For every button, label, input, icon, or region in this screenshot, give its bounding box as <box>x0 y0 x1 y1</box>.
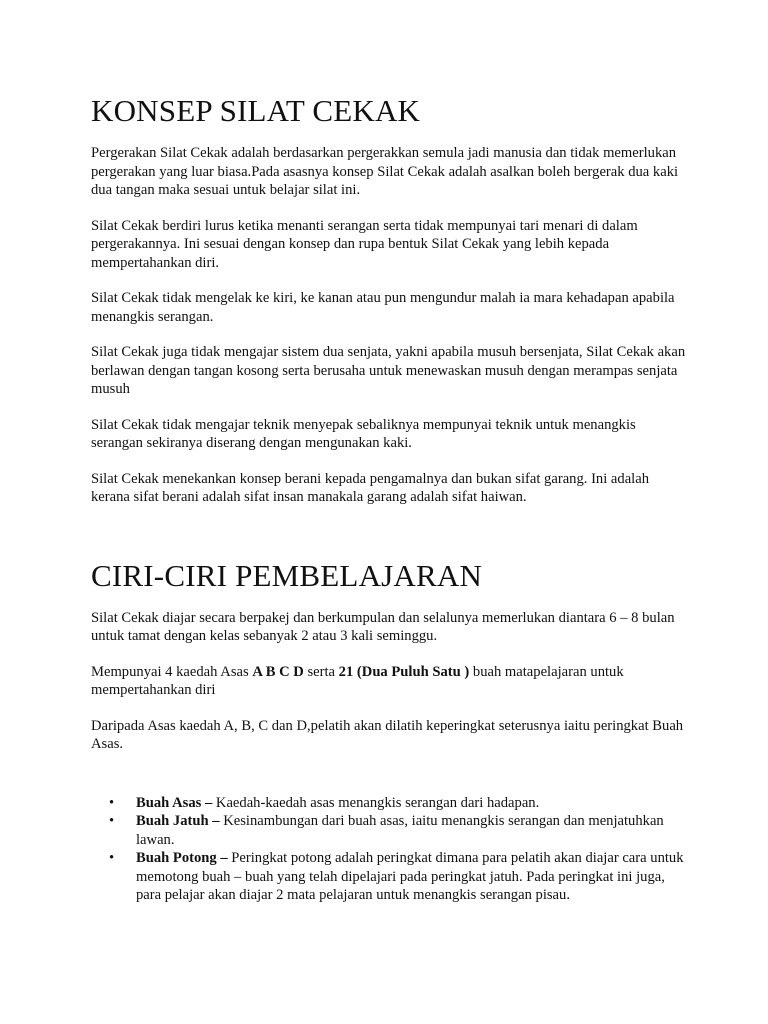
section-heading-konsep: KONSEP SILAT CEKAK <box>91 93 421 128</box>
list-item-text: Kaedah-kaedah asas menangkis serangan dari hadapan. <box>212 794 540 811</box>
paragraph-konsep-6: Silat Cekak menekankan konsep berani kepada pengamalnya dan bukan sifat garang. Ini adalah kerana sifat berani adalah sifat insan manakala garang adalah sifat haiwan. <box>91 470 650 505</box>
paragraph-ciri-3: Daripada Asas kaedah A, B, C dan D,pelatih akan dilatih keperingkat seterusnya iaitu peringkat Buah Asas. <box>91 717 684 752</box>
document-page <box>91 92 691 905</box>
bullet-icon: • <box>109 850 115 866</box>
paragraph-konsep-4: Silat Cekak juga tidak mengajar sistem dua senjata, yakni apabila musuh bersenjata, Silat Cekak akan berlawan dengan tangan kosong serta berusaha untuk menewaskan musuh dengan merampas senjata musuh <box>91 344 686 397</box>
paragraph-konsep-2: Silat Cekak berdiri lurus ketika menanti serangan serta tidak mempunyai tari menari di dalam pergerakannya. Ini sesuai dengan konsep dan rupa bentuk Silat Cekak yang lebih kepada mempertahankan diri. <box>91 217 638 271</box>
paragraph-konsep-3: Silat Cekak tidak mengelak ke kiri, ke kanan atau pun mengundur malah ia mara kehadapan apabila menangkis serangan. <box>91 290 675 325</box>
paragraph-konsep-5: Silat Cekak tidak mengajar teknik menyepak sebaliknya mempunyai teknik untuk menangkis serangan sekiranya diserang dengan mengunakan kaki. <box>91 416 636 451</box>
list-item-buah-potong <box>91 849 691 905</box>
paragraph-ciri-1: Silat Cekak diajar secara berpakej dan berkumpulan dan selalunya memerlukan diantara 6 – 8 bulan untuk tamat dengan kelas sebanyak 2 atau 3 kali seminggu. <box>91 609 675 644</box>
paragraph-ciri-2-pre: Mempunyai 4 kaedah Asas <box>91 663 253 680</box>
paragraph-ciri-2 <box>91 663 691 700</box>
paragraph-ciri-2-mid: serta <box>303 663 339 680</box>
paragraph-ciri-2-post: buah matapelajaran untuk mempertahankan diri <box>91 663 624 698</box>
bullet-icon: • <box>109 794 115 811</box>
list-item-buah-asas <box>91 794 691 813</box>
buah-count: 21 (Dua Puluh Satu ) <box>338 663 470 680</box>
bullet-icon: • <box>109 813 115 829</box>
list-item-term: Buah Jatuh – <box>136 813 220 829</box>
list-item-buah-jatuh <box>91 812 691 849</box>
list-item-text: Peringkat potong adalah peringkat dimana para pelatih akan diajar cara untuk memotong buah – buah yang telah dipelajari pada peringkat jatuh. Pada peringkat ini juga, para pelajar akan diajar 2 mata pelajaran untuk menangkis serangan pisau. <box>136 850 684 903</box>
paragraph-konsep-1: Pergerakan Silat Cekak adalah berdasarkan pergerakkan semula jadi manusia dan tidak memerlukan pergerakan yang luar biasa.Pada asasnya konsep Silat Cekak adalah asalkan boleh bergerak dua kaki dua tangan maka sesuai untuk belajar silat ini. <box>91 145 679 198</box>
kaedah-asas-letters: A B C D <box>252 663 304 680</box>
buah-list <box>91 794 691 905</box>
section-heading-ciri: CIRI-CIRI PEMBELAJARAN <box>91 557 483 593</box>
list-item-term: Buah Potong – <box>136 850 228 866</box>
list-item-term: Buah Asas – <box>136 794 213 811</box>
list-item-text: Kesinambungan dari buah asas, iaitu menangkis serangan dan menjatuhkan lawan. <box>136 813 664 848</box>
